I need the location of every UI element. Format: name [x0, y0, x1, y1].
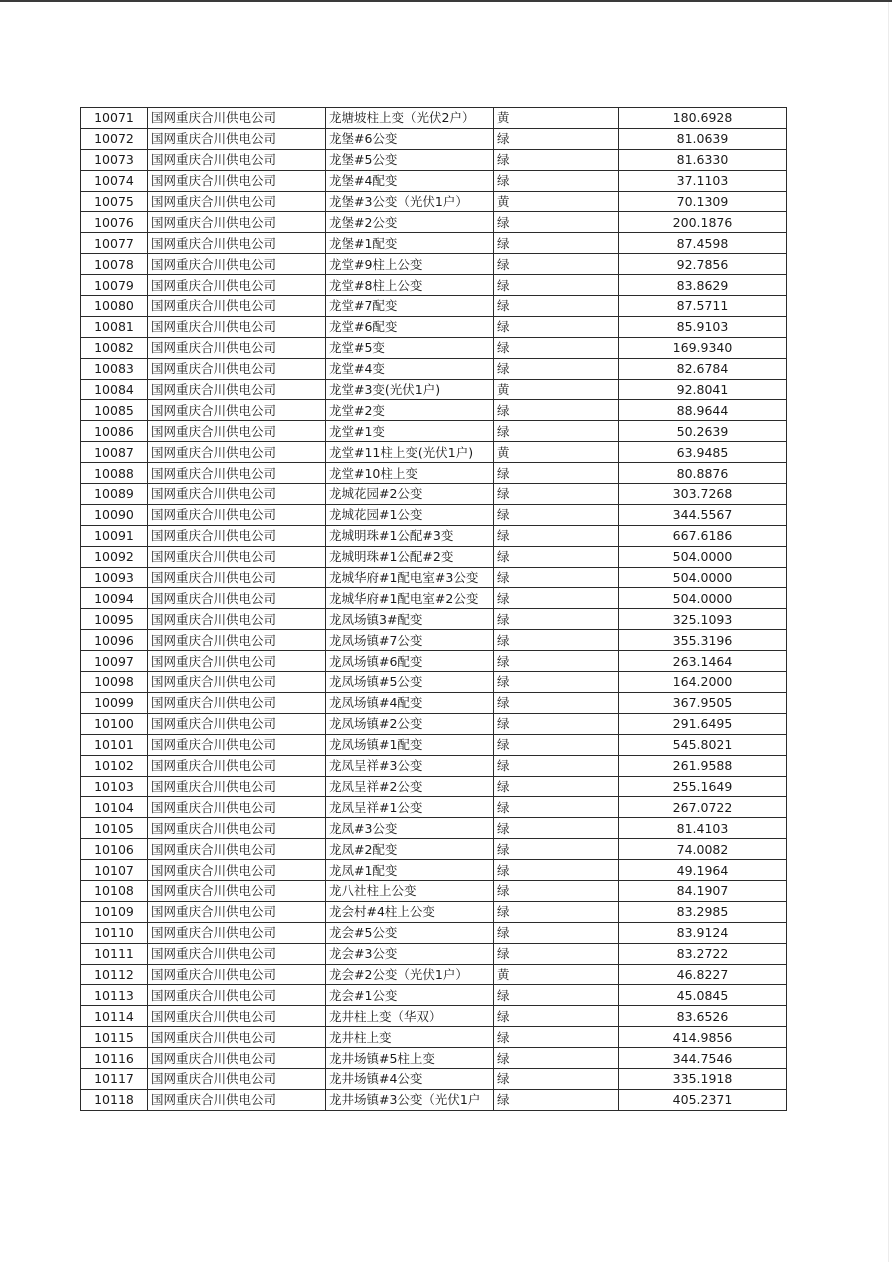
status-cell: 绿	[494, 546, 619, 567]
table-row	[81, 880, 787, 901]
table-row	[81, 504, 787, 525]
status-cell: 绿	[494, 400, 619, 421]
company-cell: 国网重庆合川供电公司	[148, 442, 326, 463]
company-cell: 国网重庆合川供电公司	[148, 484, 326, 505]
company-cell: 国网重庆合川供电公司	[148, 379, 326, 400]
value-cell: 83.9124	[619, 922, 787, 943]
table-row	[81, 734, 787, 755]
row-id-cell: 10081	[81, 316, 148, 337]
station-name-cell: 龙凤呈祥#2公变	[326, 776, 494, 797]
value-cell: 88.9644	[619, 400, 787, 421]
status-cell: 黄	[494, 964, 619, 985]
station-name-cell: 龙凤场镇#1配变	[326, 734, 494, 755]
status-cell: 绿	[494, 713, 619, 734]
table-row	[81, 1089, 787, 1110]
station-name-cell: 龙凤#2配变	[326, 839, 494, 860]
station-name-cell: 龙会村#4柱上公变	[326, 901, 494, 922]
station-name-cell: 龙城花园#1公变	[326, 504, 494, 525]
value-cell: 414.9856	[619, 1027, 787, 1048]
table-row	[81, 296, 787, 317]
company-cell: 国网重庆合川供电公司	[148, 1048, 326, 1069]
table-row	[81, 672, 787, 693]
value-cell: 46.8227	[619, 964, 787, 985]
row-id-cell: 10085	[81, 400, 148, 421]
row-id-cell: 10118	[81, 1089, 148, 1110]
row-id-cell: 10072	[81, 128, 148, 149]
station-name-cell: 龙堡#6公变	[326, 128, 494, 149]
status-cell: 绿	[494, 296, 619, 317]
table-row	[81, 212, 787, 233]
company-cell: 国网重庆合川供电公司	[148, 839, 326, 860]
status-cell: 绿	[494, 212, 619, 233]
table-row	[81, 379, 787, 400]
status-cell: 绿	[494, 943, 619, 964]
station-name-cell: 龙会#1公变	[326, 985, 494, 1006]
row-id-cell: 10093	[81, 567, 148, 588]
company-cell: 国网重庆合川供电公司	[148, 609, 326, 630]
station-name-cell: 龙井场镇#3公变（光伏1户	[326, 1089, 494, 1110]
row-id-cell: 10110	[81, 922, 148, 943]
table-row	[81, 400, 787, 421]
value-cell: 405.2371	[619, 1089, 787, 1110]
status-cell: 绿	[494, 985, 619, 1006]
row-id-cell: 10080	[81, 296, 148, 317]
company-cell: 国网重庆合川供电公司	[148, 546, 326, 567]
station-name-cell: 龙堂#5变	[326, 337, 494, 358]
company-cell: 国网重庆合川供电公司	[148, 337, 326, 358]
value-cell: 504.0000	[619, 588, 787, 609]
table-row	[81, 337, 787, 358]
station-name-cell: 龙城华府#1配电室#2公变	[326, 588, 494, 609]
company-cell: 国网重庆合川供电公司	[148, 149, 326, 170]
company-cell: 国网重庆合川供电公司	[148, 128, 326, 149]
station-name-cell: 龙井柱上变（华双）	[326, 1006, 494, 1027]
status-cell: 绿	[494, 254, 619, 275]
row-id-cell: 10104	[81, 797, 148, 818]
table-row	[81, 128, 787, 149]
table-body	[81, 108, 787, 1111]
page-top-border	[0, 0, 892, 2]
row-id-cell: 10112	[81, 964, 148, 985]
station-name-cell: 龙城华府#1配电室#3公变	[326, 567, 494, 588]
row-id-cell: 10111	[81, 943, 148, 964]
row-id-cell: 10116	[81, 1048, 148, 1069]
status-cell: 绿	[494, 149, 619, 170]
status-cell: 绿	[494, 609, 619, 630]
row-id-cell: 10076	[81, 212, 148, 233]
company-cell: 国网重庆合川供电公司	[148, 672, 326, 693]
value-cell: 70.1309	[619, 191, 787, 212]
row-id-cell: 10113	[81, 985, 148, 1006]
status-cell: 绿	[494, 484, 619, 505]
company-cell: 国网重庆合川供电公司	[148, 296, 326, 317]
value-cell: 303.7268	[619, 484, 787, 505]
value-cell: 504.0000	[619, 546, 787, 567]
company-cell: 国网重庆合川供电公司	[148, 170, 326, 191]
station-name-cell: 龙凤#1配变	[326, 860, 494, 881]
value-cell: 667.6186	[619, 525, 787, 546]
row-id-cell: 10074	[81, 170, 148, 191]
station-name-cell: 龙堡#4配变	[326, 170, 494, 191]
company-cell: 国网重庆合川供电公司	[148, 860, 326, 881]
station-name-cell: 龙凤呈祥#1公变	[326, 797, 494, 818]
station-name-cell: 龙凤场镇#5公变	[326, 672, 494, 693]
status-cell: 绿	[494, 672, 619, 693]
value-cell: 83.8629	[619, 275, 787, 296]
value-cell: 180.6928	[619, 108, 787, 129]
company-cell: 国网重庆合川供电公司	[148, 254, 326, 275]
value-cell: 504.0000	[619, 567, 787, 588]
station-name-cell: 龙井场镇#5柱上变	[326, 1048, 494, 1069]
value-cell: 545.8021	[619, 734, 787, 755]
row-id-cell: 10086	[81, 421, 148, 442]
company-cell: 国网重庆合川供电公司	[148, 1027, 326, 1048]
value-cell: 169.9340	[619, 337, 787, 358]
status-cell: 黄	[494, 191, 619, 212]
row-id-cell: 10088	[81, 463, 148, 484]
station-name-cell: 龙凤场镇#7公变	[326, 630, 494, 651]
value-cell: 344.5567	[619, 504, 787, 525]
table-row	[81, 985, 787, 1006]
value-cell: 85.9103	[619, 316, 787, 337]
table-row	[81, 860, 787, 881]
station-name-cell: 龙凤#3公变	[326, 818, 494, 839]
company-cell: 国网重庆合川供电公司	[148, 651, 326, 672]
company-cell: 国网重庆合川供电公司	[148, 358, 326, 379]
table-row	[81, 692, 787, 713]
status-cell: 绿	[494, 358, 619, 379]
company-cell: 国网重庆合川供电公司	[148, 191, 326, 212]
value-cell: 200.1876	[619, 212, 787, 233]
status-cell: 绿	[494, 901, 619, 922]
value-cell: 83.2985	[619, 901, 787, 922]
status-cell: 绿	[494, 128, 619, 149]
table-row	[81, 525, 787, 546]
table-row	[81, 546, 787, 567]
status-cell: 绿	[494, 337, 619, 358]
company-cell: 国网重庆合川供电公司	[148, 1006, 326, 1027]
station-name-cell: 龙八社柱上公变	[326, 880, 494, 901]
row-id-cell: 10091	[81, 525, 148, 546]
station-name-cell: 龙会#2公变（光伏1户）	[326, 964, 494, 985]
value-cell: 164.2000	[619, 672, 787, 693]
station-name-cell: 龙会#3公变	[326, 943, 494, 964]
station-name-cell: 龙井柱上变	[326, 1027, 494, 1048]
row-id-cell: 10089	[81, 484, 148, 505]
table-row	[81, 776, 787, 797]
table-row	[81, 901, 787, 922]
row-id-cell: 10098	[81, 672, 148, 693]
company-cell: 国网重庆合川供电公司	[148, 734, 326, 755]
row-id-cell: 10095	[81, 609, 148, 630]
table-row	[81, 149, 787, 170]
company-cell: 国网重庆合川供电公司	[148, 588, 326, 609]
station-name-cell: 龙凤场镇3#配变	[326, 609, 494, 630]
value-cell: 261.9588	[619, 755, 787, 776]
station-name-cell: 龙凤场镇#4配变	[326, 692, 494, 713]
status-cell: 绿	[494, 1089, 619, 1110]
value-cell: 37.1103	[619, 170, 787, 191]
status-cell: 绿	[494, 797, 619, 818]
company-cell: 国网重庆合川供电公司	[148, 943, 326, 964]
table-row	[81, 442, 787, 463]
table-row	[81, 630, 787, 651]
value-cell: 81.6330	[619, 149, 787, 170]
station-name-cell: 龙堂#3变(光伏1户)	[326, 379, 494, 400]
value-cell: 344.7546	[619, 1048, 787, 1069]
station-name-cell: 龙堂#9柱上公变	[326, 254, 494, 275]
station-name-cell: 龙堂#4变	[326, 358, 494, 379]
table-row	[81, 943, 787, 964]
status-cell: 绿	[494, 692, 619, 713]
row-id-cell: 10097	[81, 651, 148, 672]
status-cell: 绿	[494, 776, 619, 797]
row-id-cell: 10078	[81, 254, 148, 275]
row-id-cell: 10073	[81, 149, 148, 170]
row-id-cell: 10101	[81, 734, 148, 755]
page-right-edge	[888, 2, 889, 1262]
table-row	[81, 839, 787, 860]
row-id-cell: 10079	[81, 275, 148, 296]
station-name-cell: 龙城明珠#1公配#3变	[326, 525, 494, 546]
value-cell: 267.0722	[619, 797, 787, 818]
row-id-cell: 10087	[81, 442, 148, 463]
row-id-cell: 10103	[81, 776, 148, 797]
company-cell: 国网重庆合川供电公司	[148, 108, 326, 129]
table-row	[81, 1027, 787, 1048]
value-cell: 83.2722	[619, 943, 787, 964]
status-cell: 绿	[494, 567, 619, 588]
status-cell: 黄	[494, 379, 619, 400]
table-row	[81, 275, 787, 296]
row-id-cell: 10107	[81, 860, 148, 881]
value-cell: 92.8041	[619, 379, 787, 400]
company-cell: 国网重庆合川供电公司	[148, 212, 326, 233]
row-id-cell: 10100	[81, 713, 148, 734]
station-name-cell: 龙堂#2变	[326, 400, 494, 421]
value-cell: 367.9505	[619, 692, 787, 713]
table-row	[81, 1006, 787, 1027]
row-id-cell: 10114	[81, 1006, 148, 1027]
company-cell: 国网重庆合川供电公司	[148, 316, 326, 337]
row-id-cell: 10108	[81, 880, 148, 901]
value-cell: 325.1093	[619, 609, 787, 630]
table-row	[81, 1048, 787, 1069]
table-row	[81, 254, 787, 275]
row-id-cell: 10105	[81, 818, 148, 839]
value-cell: 63.9485	[619, 442, 787, 463]
value-cell: 87.5711	[619, 296, 787, 317]
status-cell: 绿	[494, 170, 619, 191]
status-cell: 绿	[494, 818, 619, 839]
row-id-cell: 10102	[81, 755, 148, 776]
company-cell: 国网重庆合川供电公司	[148, 692, 326, 713]
table-row	[81, 609, 787, 630]
row-id-cell: 10115	[81, 1027, 148, 1048]
status-cell: 黄	[494, 108, 619, 129]
table-row	[81, 316, 787, 337]
company-cell: 国网重庆合川供电公司	[148, 964, 326, 985]
table-row	[81, 484, 787, 505]
company-cell: 国网重庆合川供电公司	[148, 1068, 326, 1089]
value-cell: 82.6784	[619, 358, 787, 379]
company-cell: 国网重庆合川供电公司	[148, 1089, 326, 1110]
station-name-cell: 龙堡#1配变	[326, 233, 494, 254]
status-cell: 绿	[494, 651, 619, 672]
table-row	[81, 233, 787, 254]
station-name-cell: 龙堂#7配变	[326, 296, 494, 317]
row-id-cell: 10099	[81, 692, 148, 713]
station-name-cell: 龙凤场镇#6配变	[326, 651, 494, 672]
company-cell: 国网重庆合川供电公司	[148, 797, 326, 818]
status-cell: 绿	[494, 839, 619, 860]
company-cell: 国网重庆合川供电公司	[148, 400, 326, 421]
value-cell: 84.1907	[619, 880, 787, 901]
table-row	[81, 463, 787, 484]
value-cell: 83.6526	[619, 1006, 787, 1027]
station-name-cell: 龙堂#10柱上变	[326, 463, 494, 484]
value-cell: 255.1649	[619, 776, 787, 797]
station-name-cell: 龙凤呈祥#3公变	[326, 755, 494, 776]
company-cell: 国网重庆合川供电公司	[148, 776, 326, 797]
status-cell: 绿	[494, 588, 619, 609]
company-cell: 国网重庆合川供电公司	[148, 463, 326, 484]
row-id-cell: 10084	[81, 379, 148, 400]
row-id-cell: 10075	[81, 191, 148, 212]
value-cell: 355.3196	[619, 630, 787, 651]
status-cell: 黄	[494, 442, 619, 463]
status-cell: 绿	[494, 1068, 619, 1089]
value-cell: 291.6495	[619, 713, 787, 734]
row-id-cell: 10090	[81, 504, 148, 525]
value-cell: 263.1464	[619, 651, 787, 672]
value-cell: 92.7856	[619, 254, 787, 275]
station-name-cell: 龙堡#3公变（光伏1户）	[326, 191, 494, 212]
status-cell: 绿	[494, 1006, 619, 1027]
status-cell: 绿	[494, 860, 619, 881]
status-cell: 绿	[494, 504, 619, 525]
status-cell: 绿	[494, 880, 619, 901]
status-cell: 绿	[494, 1048, 619, 1069]
value-cell: 81.4103	[619, 818, 787, 839]
status-cell: 绿	[494, 275, 619, 296]
status-cell: 绿	[494, 922, 619, 943]
station-name-cell: 龙堡#2公变	[326, 212, 494, 233]
data-table	[80, 107, 787, 1111]
table-row	[81, 1068, 787, 1089]
status-cell: 绿	[494, 316, 619, 337]
status-cell: 绿	[494, 1027, 619, 1048]
row-id-cell: 10117	[81, 1068, 148, 1089]
station-name-cell: 龙凤场镇#2公变	[326, 713, 494, 734]
station-name-cell: 龙堡#5公变	[326, 149, 494, 170]
table-row	[81, 651, 787, 672]
station-name-cell: 龙堂#8柱上公变	[326, 275, 494, 296]
row-id-cell: 10096	[81, 630, 148, 651]
row-id-cell: 10106	[81, 839, 148, 860]
value-cell: 50.2639	[619, 421, 787, 442]
value-cell: 74.0082	[619, 839, 787, 860]
company-cell: 国网重庆合川供电公司	[148, 504, 326, 525]
value-cell: 335.1918	[619, 1068, 787, 1089]
status-cell: 绿	[494, 630, 619, 651]
table-row	[81, 818, 787, 839]
status-cell: 绿	[494, 525, 619, 546]
company-cell: 国网重庆合川供电公司	[148, 233, 326, 254]
table-row	[81, 108, 787, 129]
company-cell: 国网重庆合川供电公司	[148, 630, 326, 651]
status-cell: 绿	[494, 755, 619, 776]
station-name-cell: 龙堂#11柱上变(光伏1户)	[326, 442, 494, 463]
table-row	[81, 964, 787, 985]
table-row	[81, 922, 787, 943]
company-cell: 国网重庆合川供电公司	[148, 901, 326, 922]
table-row	[81, 358, 787, 379]
row-id-cell: 10082	[81, 337, 148, 358]
company-cell: 国网重庆合川供电公司	[148, 922, 326, 943]
station-name-cell: 龙堂#1变	[326, 421, 494, 442]
company-cell: 国网重庆合川供电公司	[148, 713, 326, 734]
company-cell: 国网重庆合川供电公司	[148, 421, 326, 442]
table-row	[81, 170, 787, 191]
station-name-cell: 龙城花园#2公变	[326, 484, 494, 505]
company-cell: 国网重庆合川供电公司	[148, 880, 326, 901]
row-id-cell: 10077	[81, 233, 148, 254]
table-row	[81, 713, 787, 734]
status-cell: 绿	[494, 463, 619, 484]
company-cell: 国网重庆合川供电公司	[148, 755, 326, 776]
table-row	[81, 421, 787, 442]
value-cell: 45.0845	[619, 985, 787, 1006]
company-cell: 国网重庆合川供电公司	[148, 525, 326, 546]
value-cell: 87.4598	[619, 233, 787, 254]
station-name-cell: 龙城明珠#1公配#2变	[326, 546, 494, 567]
row-id-cell: 10109	[81, 901, 148, 922]
station-name-cell: 龙堂#6配变	[326, 316, 494, 337]
table-row	[81, 191, 787, 212]
table-row	[81, 567, 787, 588]
value-cell: 49.1964	[619, 860, 787, 881]
row-id-cell: 10094	[81, 588, 148, 609]
row-id-cell: 10071	[81, 108, 148, 129]
status-cell: 绿	[494, 421, 619, 442]
value-cell: 80.8876	[619, 463, 787, 484]
table-row	[81, 755, 787, 776]
company-cell: 国网重庆合川供电公司	[148, 275, 326, 296]
table-row	[81, 588, 787, 609]
status-cell: 绿	[494, 734, 619, 755]
table-row	[81, 797, 787, 818]
value-cell: 81.0639	[619, 128, 787, 149]
company-cell: 国网重庆合川供电公司	[148, 818, 326, 839]
status-cell: 绿	[494, 233, 619, 254]
station-name-cell: 龙塘坡柱上变（光伏2户）	[326, 108, 494, 129]
row-id-cell: 10092	[81, 546, 148, 567]
station-name-cell: 龙会#5公变	[326, 922, 494, 943]
company-cell: 国网重庆合川供电公司	[148, 985, 326, 1006]
station-name-cell: 龙井场镇#4公变	[326, 1068, 494, 1089]
row-id-cell: 10083	[81, 358, 148, 379]
company-cell: 国网重庆合川供电公司	[148, 567, 326, 588]
